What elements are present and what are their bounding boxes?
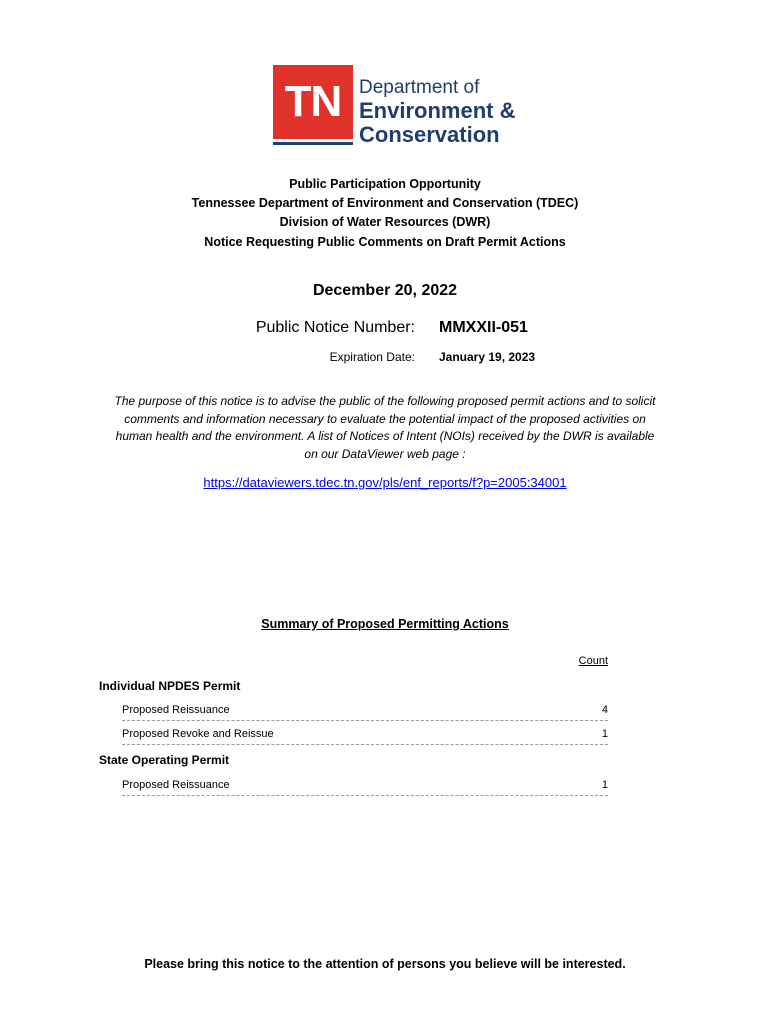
purpose-line-3: human health and the environment. A list of Notices of Intent (NOIs) received by the DWR is available [115,429,655,443]
header-line-4: Notice Requesting Public Comments on Draft Permit Actions [204,235,566,249]
row-label: Proposed Revoke and Reissue [122,728,274,740]
public-notice-number-label: Public Notice Number: [255,319,415,336]
table-row [122,727,608,745]
header-line-3: Division of Water Resources (DWR) [279,215,491,229]
header-line-1: Public Participation Opportunity [289,177,481,191]
purpose-paragraph [95,393,675,463]
summary-title: Summary of Proposed Permitting Actions [261,617,509,631]
row-label: Proposed Reissuance [122,779,230,791]
footer-note: Please bring this notice to the attention of persons you believe will be interested. [144,957,626,971]
row-label: Proposed Reissuance [122,704,230,716]
row-count: 1 [601,779,608,791]
public-notice-number-value: MMXXII-051 [439,319,528,336]
dataviewer-link[interactable]: https://dataviewers.tdec.tn.gov/pls/enf_reports/f?p=2005:34001 [203,475,567,490]
count-column-header: Count [578,655,608,667]
purpose-line-4: on our DataViewer web page : [304,446,466,461]
category-individual-npdes: Individual NPDES Permit [99,679,241,693]
logo-line-3: Conservation [359,122,500,147]
row-count: 1 [601,728,608,740]
category-state-operating: State Operating Permit [99,753,230,767]
expiration-date-label: Expiration Date: [329,350,415,364]
logo-underline [273,142,353,145]
table-row [122,778,608,796]
notice-date: December 20, 2022 [312,282,458,299]
header-line-2: Tennessee Department of Environment and Conservation (TDEC) [191,196,579,210]
purpose-line-2: comments and information necessary to evaluate the potential impact of the proposed activities on [124,411,646,426]
logo-mark: TN [284,77,342,126]
logo-line-2: Environment & [359,98,516,123]
table-row [122,703,608,721]
purpose-line-1: The purpose of this notice is to advise the public of the following proposed permit actions and to solicit [114,394,656,408]
logo-line-1: Department of [359,77,480,98]
row-count: 4 [601,704,608,716]
expiration-date-value: January 19, 2023 [439,350,536,364]
tdec-logo [273,65,535,147]
